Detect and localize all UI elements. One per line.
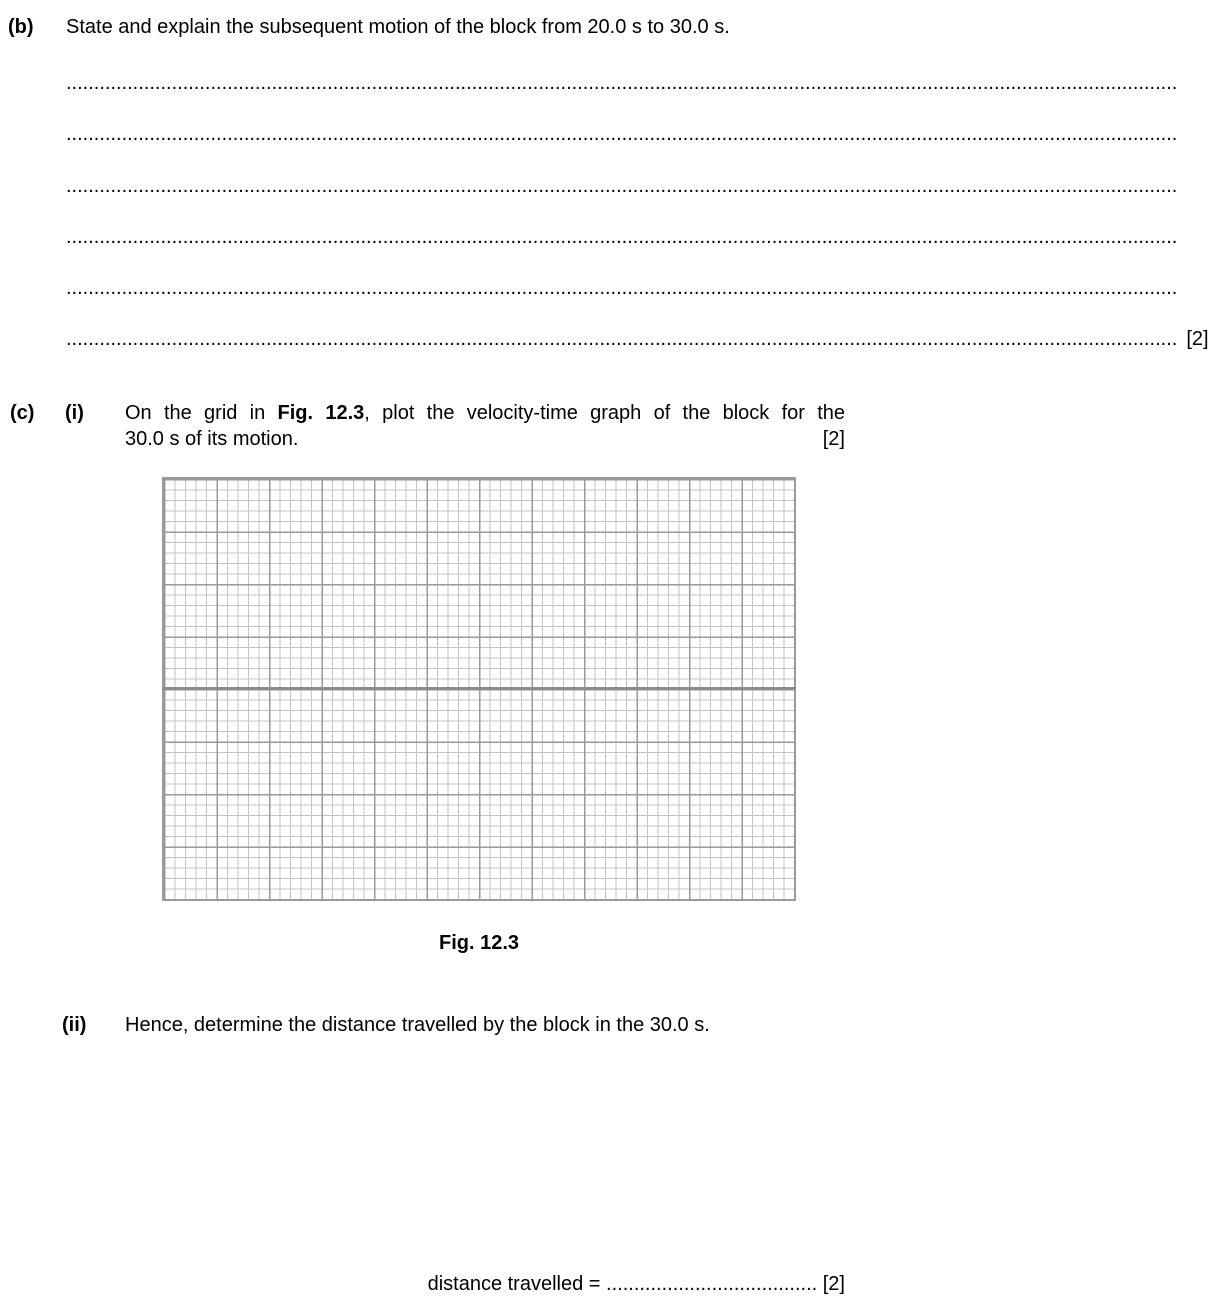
- part-c-i-prompt-line2: [125, 426, 845, 452]
- velocity-time-graph-grid: [162, 477, 796, 901]
- distance-answer-dots: ......................................: [606, 1273, 818, 1295]
- part-c-i-prompt: [125, 400, 845, 452]
- dot-leader: ........................................................................................................................................................................................................: [66, 328, 1178, 350]
- distance-answer-line: [0, 1272, 845, 1296]
- answer-line: [66, 327, 1209, 351]
- answer-line: [66, 225, 1178, 249]
- part-c-i-prompt-line1: [125, 400, 845, 426]
- dot-leader: ........................................................................................................................................................................................................: [66, 277, 1178, 299]
- dot-leader: ........................................................................................................................................................................................................: [66, 175, 1178, 197]
- figure-caption: Fig. 12.3: [438, 932, 520, 954]
- prompt-text-line2: 30.0 s of its motion.: [125, 428, 299, 450]
- fig-reference: Fig. 12.3: [277, 402, 365, 424]
- part-c-i-label: (i): [65, 402, 84, 424]
- prompt-text-before-fig: On the grid in: [125, 402, 266, 424]
- distance-answer-label: distance travelled =: [427, 1273, 601, 1295]
- dot-leader: ........................................................................................................................................................................................................: [66, 72, 1178, 94]
- part-b-prompt: State and explain the subsequent motion of the block from 20.0 s to 30.0 s.: [66, 16, 730, 38]
- answer-line: [66, 174, 1178, 198]
- grid-zero-axis-line: [162, 687, 796, 690]
- part-c-ii-label: (ii): [62, 1014, 87, 1036]
- part-c-ii-prompt: Hence, determine the distance travelled by the block in the 30.0 s.: [125, 1014, 710, 1036]
- prompt-text-after-fig: , plot the velocity-time graph of the block for the: [364, 402, 846, 424]
- part-c-i-marks: [2]: [822, 428, 845, 450]
- dot-leader: ........................................................................................................................................................................................................: [66, 226, 1178, 248]
- part-b-marks: [2]: [1186, 328, 1209, 350]
- dot-leader: ........................................................................................................................................................................................................: [66, 123, 1178, 145]
- answer-line: [66, 276, 1178, 300]
- part-c-ii-marks: [2]: [822, 1273, 845, 1295]
- part-b-label: (b): [8, 16, 34, 38]
- answer-line: [66, 122, 1178, 146]
- answer-line: [66, 71, 1178, 95]
- part-c-label: (c): [10, 402, 35, 424]
